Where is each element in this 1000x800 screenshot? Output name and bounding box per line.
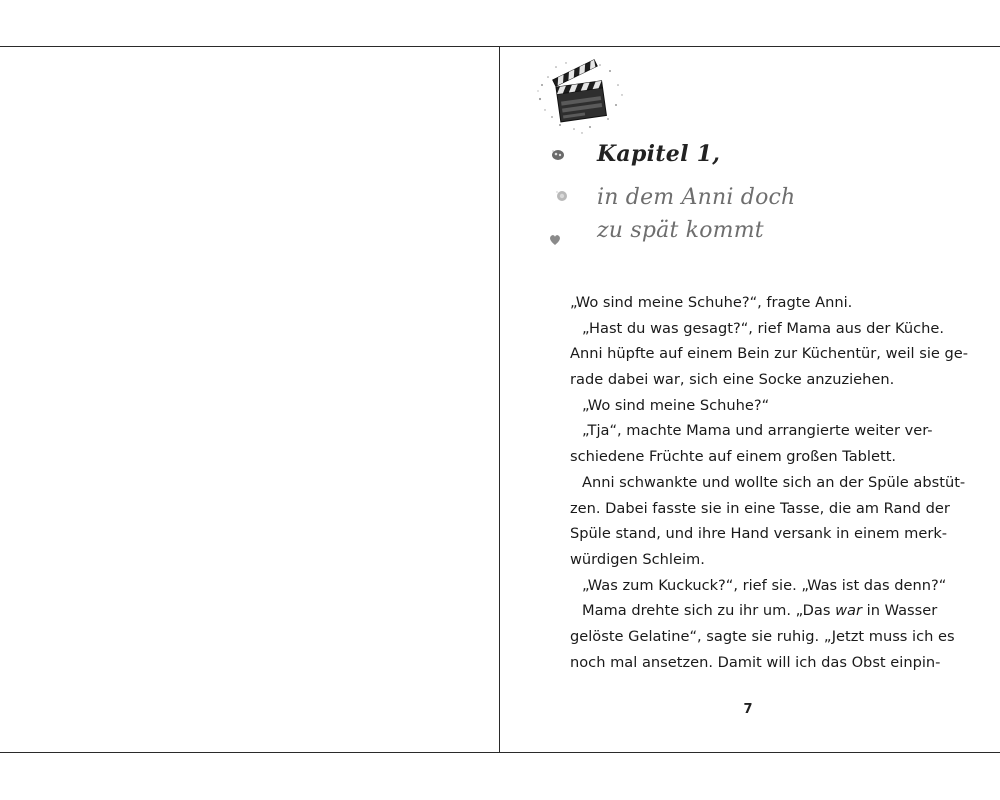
text-line: noch mal ansetzen. Damit will ich das Obst einpin- [570, 653, 941, 671]
left-page-blank [0, 47, 500, 752]
text-line: schiedene Früchte auf einem großen Tablett. [570, 448, 897, 466]
book-spread [0, 46, 1000, 753]
clapperboard-icon [530, 55, 630, 135]
text-line: „Was zum Kuckuck?“, rief sie. „Was ist das denn?“ [582, 576, 947, 594]
chapter-number-heading: Kapitel 1, [597, 141, 721, 167]
round-smudge-dark-icon [550, 148, 566, 162]
text-line: Anni hüpfte auf einem Bein zur Küchentür, weil sie ge- [570, 345, 969, 363]
page-number [500, 702, 1000, 717]
text-line: zen. Dabei fasste sie in eine Tasse, die am Rand der [570, 499, 950, 517]
text-line: würdigen Schleim. [570, 550, 705, 568]
text-line: rade dabei war, sich eine Socke anzuziehen. [570, 371, 895, 389]
chapter-body-text [570, 290, 969, 675]
text-line: „Wo sind meine Schuhe?“, fragte Anni. [570, 294, 853, 311]
text-line: gelöste Gelatine“, sagte sie ruhig. „Jetzt muss ich es [570, 627, 955, 645]
heart-smudge-icon [548, 233, 562, 246]
text-line: „Tja“, machte Mama und arrangierte weiter ver- [582, 422, 933, 440]
chapter-subtitle-line-1: in dem Anni doch [597, 185, 796, 210]
page-number-value: 7 [743, 702, 753, 717]
round-smudge-light-icon [555, 189, 569, 203]
text-line: Spüle stand, und ihre Hand versank in einem merk- [570, 525, 948, 543]
text-line: „Wo sind meine Schuhe?“ [582, 396, 770, 414]
text-line: „Hast du was gesagt?“, rief Mama aus der Küche. [582, 319, 944, 337]
emphasized-word: war [835, 602, 863, 620]
text-line: Mama drehte sich zu ihr um. „Das war in Wasser [582, 602, 938, 620]
right-page [500, 47, 1000, 752]
text-line: Anni schwankte und wollte sich an der Spüle abstüt- [582, 473, 966, 491]
chapter-subtitle-line-2: zu spät kommt [597, 218, 764, 243]
